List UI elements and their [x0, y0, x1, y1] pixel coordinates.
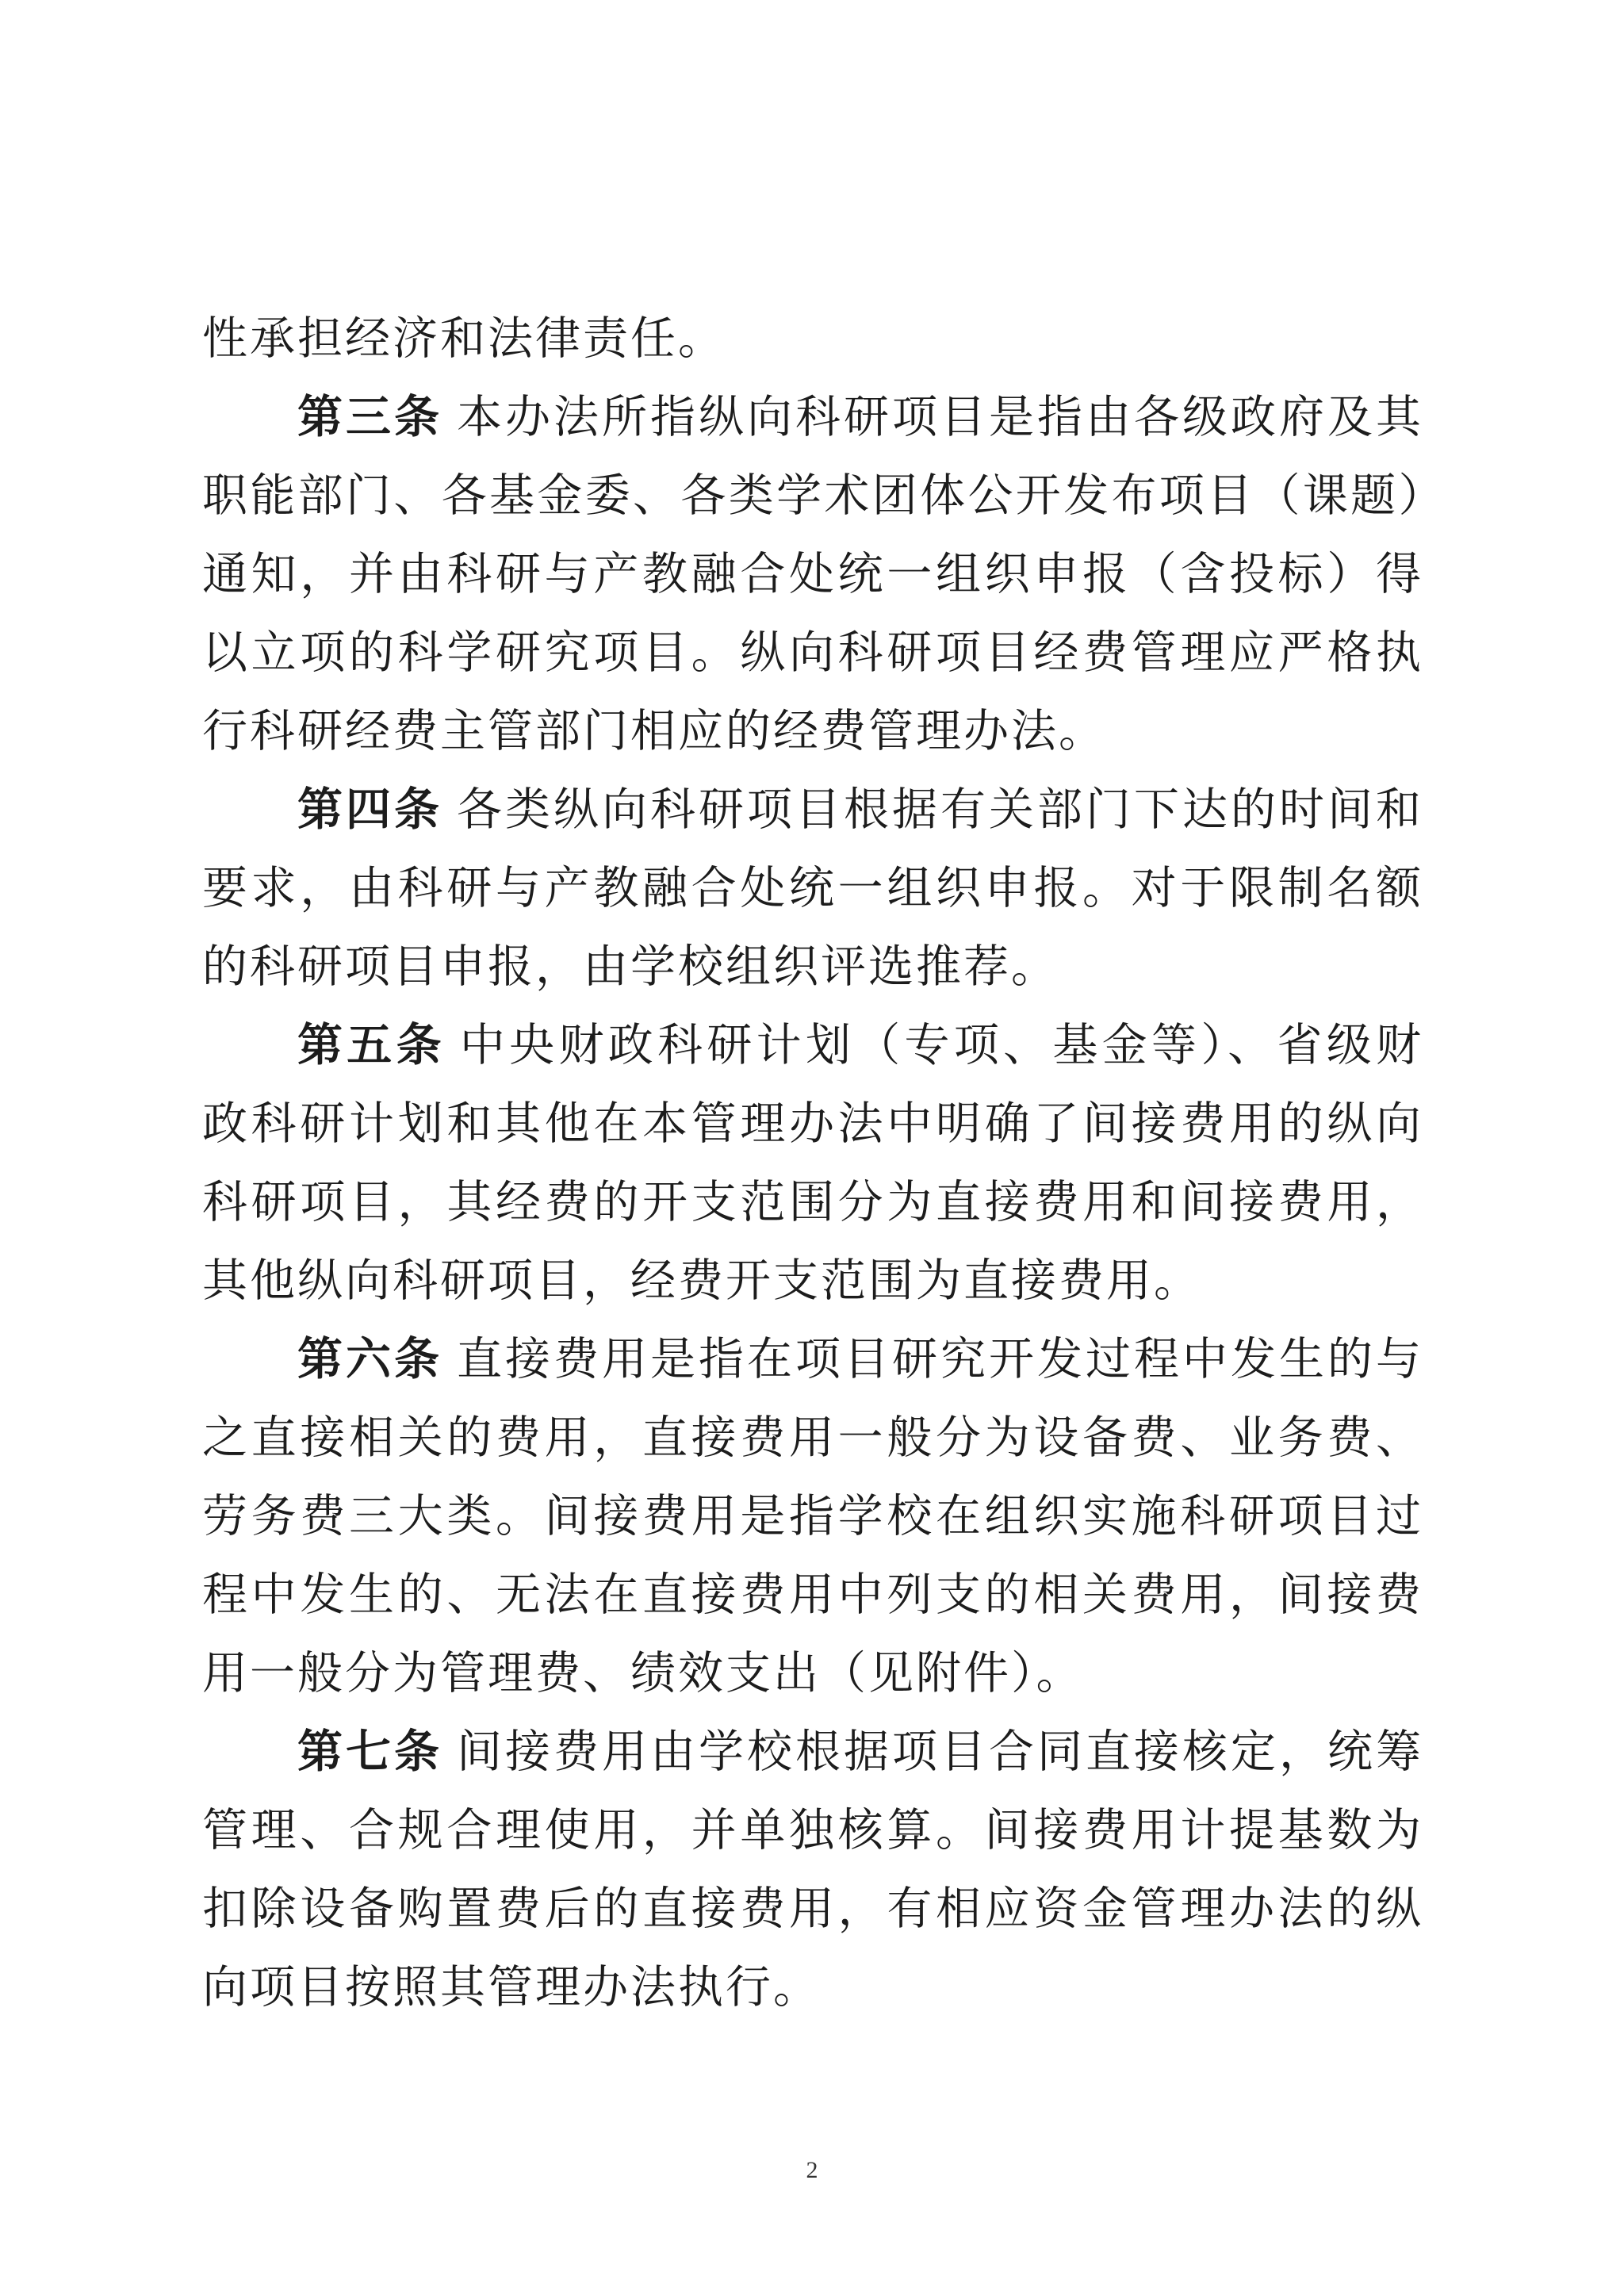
- page-number: 2: [806, 2157, 818, 2183]
- article-6-text: 直接费用是指在项目研究开发过程中发生的与之直接相关的费用，直接费用一般分为设备费、业务费、劳务费三大类。间接费用是指学校在组织实施科研项目过程中发生的、无法在直接费用中列支的相关费用，间接费用一般分为管理费、绩效支出（见附件）。: [202, 1333, 1423, 1699]
- article-7-text: 间接费用由学校根据项目合同直接核定，统筹管理、合规合理使用，并单独核算。间接费用计提基数为扣除设备购置费后的直接费用，有相应资金管理办法的纵向项目按照其管理办法执行。: [202, 1726, 1423, 2013]
- article-7-heading: 第七条: [297, 1726, 442, 1778]
- continuation-paragraph: 性承担经济和法律责任。: [202, 312, 726, 365]
- article-4-text: 各类纵向科研项目根据有关部门下达的时间和要求，由科研与产教融合处统一组织申报。对于限制名额的科研项目申报，由学校组织评选推荐。: [202, 784, 1423, 993]
- article-6-paragraph: [202, 1320, 1423, 1713]
- document-body: [202, 300, 1423, 2027]
- article-7-paragraph: [202, 1713, 1423, 2027]
- article-6-heading: 第六条: [297, 1333, 442, 1385]
- article-3-paragraph: [202, 378, 1423, 771]
- article-4-heading: 第四条: [297, 784, 442, 836]
- article-5-text: 中央财政科研计划（专项、基金等）、省级财政科研计划和其他在本管理办法中明确了间接费用的纵向科研项目，其经费的开支范围分为直接费用和间接费用，其他纵向科研项目，经费开支范围为直接费用。: [202, 1019, 1424, 1307]
- article-3-heading: 第三条: [297, 391, 442, 443]
- article-4-paragraph: [202, 771, 1423, 1006]
- article-5-heading: 第五条: [297, 1019, 446, 1071]
- article-3-text: 本办法所指纵向科研项目是指由各级政府及其职能部门、各基金委、各类学术团体公开发布项目（课题）通知，并由科研与产教融合处统一组织申报（含投标）得以立项的科学研究项目。纵向科研项目经费管理应严格执行科研经费主管部门相应的经费管理办法。: [202, 391, 1423, 757]
- article-5-paragraph: [202, 1006, 1423, 1320]
